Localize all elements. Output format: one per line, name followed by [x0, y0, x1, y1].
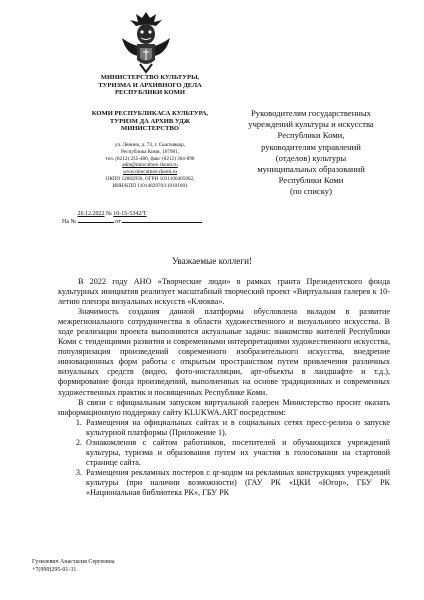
executor-name: Гузилевич Анастасия Сергеевна	[32, 559, 115, 565]
ministry-name-line: ТУРИЗМА И АРХИВНОГО ДЕЛА	[98, 81, 202, 89]
body-paragraph: В связи с официальным запуском виртуальной галереи Министерство просит оказать информационную поддержку сайту KLUKWA.ART посредством:	[58, 397, 390, 417]
ministry-name-line: ТУРИЗМ ДА АРХИВ УДЖ	[109, 117, 191, 125]
body-paragraph: Значимость создания данной платформы обусловлена вкладом в развитие межрегионального сотрудничества в области художественного и визуального искусства. В ходе реализации проекта выполняются актуальные задачи: знакомство жителей Республики Коми с тенденциями развития и современными интерпретациями художественного искусства, популяризация произведений современного изобразительного искусства, внедрение инновационных форм работы с открытым пространством путем привлечения различных визуальных средств (видео, фото-инсталляции, арт-объекты в ландшафте и т.д.), формирование фонда произведений, выполненных на основе традиционных и современных художественных практик и посвященных Республике Коми.	[58, 307, 390, 397]
list-item: 3. Размещения рекламных постеров с qr-кодом на рекламных конструкциях учреждений культуры (при наличии возможности) (ГАУ РК «ЦКИ «Югор», ГБУ РК «Национальная библиотека РК», ГБУ РК	[84, 468, 390, 498]
list-item: 2. Ознакомления с сайтом работников, посетителей и обучающихся учреждений культуры, туризма и образования путем их участия в голосовании на стартовой странице сайта.	[84, 438, 390, 468]
addressee-line: учреждений культуры и искусства	[248, 119, 374, 130]
addressee-block	[236, 108, 386, 198]
executor-contact	[32, 558, 232, 574]
registration-info	[62, 210, 240, 226]
request-list	[58, 418, 390, 498]
coat-of-arms-logo	[116, 8, 176, 74]
body-paragraph: В 2022 году АНО «Творческие люди» в рамках гранта Президентского фонда культурных инициатив реализует масштабный творческий проект «Виртуальная галерея к 10-летию пленэра визуальных искусств «Клюква».	[58, 277, 390, 307]
address-okpo: ОКПО 12882956, ОГРН 1031100405062,	[105, 175, 195, 182]
addressee-line: руководителям управлений	[261, 141, 361, 152]
ministry-name-line: КОМИ РЕСПУБЛИКАСА КУЛЬТУРА,	[91, 110, 209, 117]
addressee-line: Республики Коми,	[277, 130, 345, 141]
address-street: ул. Ленина, д. 73, г. Сыктывкар,	[115, 142, 185, 148]
letter-body	[58, 277, 390, 498]
email-link[interactable]: adm@minculture.rkomi.ru	[122, 162, 178, 169]
ministry-address	[60, 142, 240, 190]
reg-on-label: На №	[62, 219, 77, 225]
reg-date: 26.12.2022	[77, 211, 105, 217]
ministry-name-ru	[60, 74, 240, 97]
ministry-name-line: МИНИСТЕРСТВО КУЛЬТУРЫ,	[100, 74, 200, 81]
list-item: 1. Размещения на официальных сайтах и в социальных сетях пресс-релиза о запуске культурной платформы (Приложение 1).	[84, 418, 390, 438]
addressee-line: Республики Коми	[278, 175, 344, 186]
ministry-name-line: РЕСПУБЛИКИ КОМИ	[114, 89, 186, 97]
addressee-line: муниципальных образований	[257, 164, 365, 175]
executor-phone: +7(999)295-01-31	[32, 567, 77, 573]
addressee-line: (по списку)	[290, 186, 332, 197]
reg-number: 10-15-5342/Т	[113, 211, 147, 217]
addressee-line: (отделов) культуры	[275, 152, 347, 163]
reg-from-label: от	[115, 219, 121, 225]
greeting: Уважаемые коллеги!	[171, 256, 253, 266]
website-link[interactable]: www.minculture.rkomi.ru	[123, 169, 177, 176]
ministry-name-line: МИНИСТЕРСТВО	[121, 125, 179, 133]
address-inn: ИНН/КПП 1101482970/110101001	[112, 182, 188, 189]
address-city: Республика Коми, 167981,	[121, 148, 179, 155]
address-phone: тел. (8212) 255-480, факс (8212) 304-898	[105, 155, 195, 162]
reg-no-label: №	[106, 211, 112, 217]
addressee-line: Руководителям государственных	[251, 108, 371, 118]
ministry-name-komi	[60, 110, 240, 133]
